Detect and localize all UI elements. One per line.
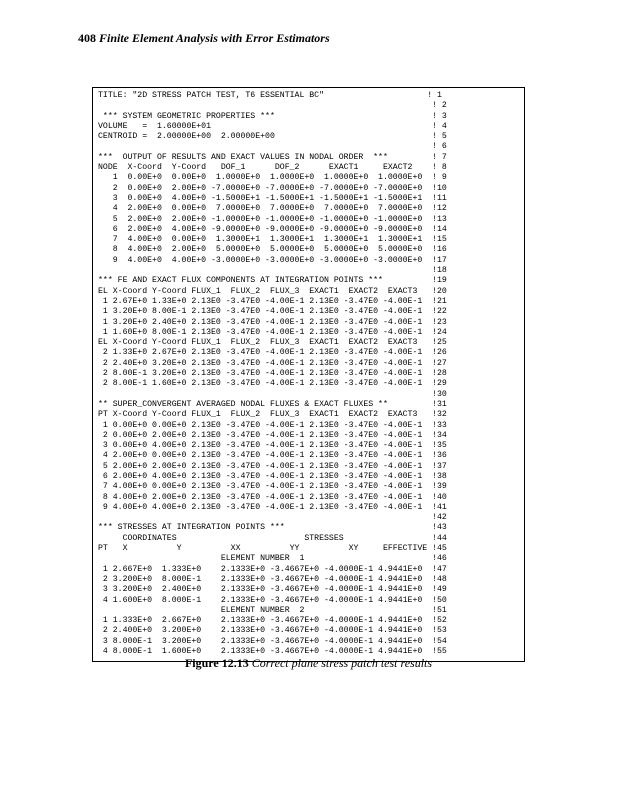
- book-title: Finite Element Analysis with Error Estimators: [99, 31, 330, 45]
- listing-line: [98, 225, 447, 235]
- listing-line-text: !30: [98, 389, 447, 399]
- listing-line-text: 5 2.00E+0 2.00E+0 2.13E0 -3.47E0 -4.00E-1 2.13E0 -3.47E0 -4.00E-1 !37: [98, 461, 447, 471]
- listing-line: [98, 153, 447, 163]
- listing-line-text: CENTROID = 2.00000E+00 2.00000E+00 ! 5: [98, 132, 447, 142]
- listing-line: [98, 390, 447, 400]
- listing-line-text: ! 2: [98, 101, 447, 111]
- listing-line: [98, 410, 447, 420]
- listing-line: [98, 606, 447, 616]
- listing-line-text: 6 2.00E+0 4.00E+0 -9.0000E+0 -9.0000E+0 -9.0000E+0 -9.0000E+0 !14: [98, 224, 447, 234]
- listing-line-text: *** OUTPUT OF RESULTS AND EXACT VALUES IN NODAL ORDER *** ! 7: [98, 152, 447, 162]
- listing-line: [98, 565, 447, 575]
- listing-line: [98, 122, 447, 132]
- listing-line-text: 2 0.00E+0 2.00E+0 2.13E0 -3.47E0 -4.00E-1 2.13E0 -3.47E0 -4.00E-1 !34: [98, 430, 447, 440]
- figure-caption-text: Correct plane stress patch test results: [251, 656, 433, 670]
- listing-line: [98, 421, 447, 431]
- listing-line-text: 7 4.00E+0 0.00E+0 1.3000E+1 1.3000E+1 1.3000E+1 1.3000E+1 !15: [98, 235, 447, 245]
- listing-line: [98, 235, 447, 245]
- listing-line-text: VOLUME = 1.60000E+01 ! 4: [98, 121, 447, 131]
- listing-line-text: ! 6: [98, 142, 447, 152]
- listing-line: [98, 369, 447, 379]
- listing-line: [98, 173, 447, 183]
- listing-line-text: 1 3.20E+0 8.00E-1 2.13E0 -3.47E0 -4.00E-1 2.13E0 -3.47E0 -4.00E-1 !22: [98, 307, 447, 317]
- listing-line: [98, 287, 447, 297]
- listing-line: [98, 297, 447, 307]
- listing-line: [98, 523, 447, 533]
- listing-line-text: EL X-Coord Y-Coord FLUX_1 FLUX_2 FLUX_3 EXACT1 EXACT2 EXACT3 !25: [98, 338, 447, 348]
- listing-line: [98, 534, 447, 544]
- listing-line-text: 2 8.00E-1 1.60E+0 2.13E0 -3.47E0 -4.00E-1 2.13E0 -3.47E0 -4.00E-1 !29: [98, 379, 447, 389]
- listing-line-text: 4 2.00E+0 0.00E+0 2.13E0 -3.47E0 -4.00E-1 2.13E0 -3.47E0 -4.00E-1 !36: [98, 451, 447, 461]
- listing-line: [98, 616, 447, 626]
- listing-line-text: 3 0.00E+0 4.00E+0 -1.5000E+1 -1.5000E+1 -1.5000E+1 -1.5000E+1 !11: [98, 193, 447, 203]
- listing-line-text: 3 0.00E+0 4.00E+0 2.13E0 -3.47E0 -4.00E-1 2.13E0 -3.47E0 -4.00E-1 !35: [98, 441, 447, 451]
- listing-line: [98, 379, 447, 389]
- listing-line-text: 4 1.600E+0 8.000E-1 2.1333E+0 -3.4667E+0 -4.0000E-1 4.9441E+0 !50: [98, 595, 447, 605]
- listing-line-text: 3 3.200E+0 2.400E+0 2.1333E+0 -3.4667E+0 -4.0000E-1 4.9441E+0 !49: [98, 585, 447, 595]
- listing-line: [98, 112, 447, 122]
- listing-line-text: ELEMENT NUMBER 2 !51: [98, 605, 447, 615]
- listing-line: [98, 451, 447, 461]
- listing-line-text: 8 4.00E+0 2.00E+0 5.0000E+0 5.0000E+0 5.0000E+0 5.0000E+0 !16: [98, 245, 447, 255]
- figure-caption: [0, 656, 617, 671]
- running-header: [78, 31, 330, 46]
- listing-line: [98, 348, 447, 358]
- listing-line-text: ELEMENT NUMBER 1 !46: [98, 554, 447, 564]
- listing-line-text: *** SYSTEM GEOMETRIC PROPERTIES *** ! 3: [98, 111, 447, 121]
- listing-line-text: PT X-Coord Y-Coord FLUX_1 FLUX_2 FLUX_3 EXACT1 EXACT2 EXACT3 !32: [98, 410, 447, 420]
- listing-line: [98, 493, 447, 503]
- listing-line-text: ** SUPER_CONVERGENT AVERAGED NODAL FLUXES & EXACT FLUXES ** !31: [98, 399, 447, 409]
- listing-line-text: 1 2.667E+0 1.333E+0 2.1333E+0 -3.4667E+0 -4.0000E-1 4.9441E+0 !47: [98, 564, 447, 574]
- listing-line-text: 1 2.67E+0 1.33E+0 2.13E0 -3.47E0 -4.00E-1 2.13E0 -3.47E0 -4.00E-1 !21: [98, 296, 447, 306]
- listing-line: [98, 204, 447, 214]
- listing-line: [98, 91, 447, 101]
- listing-line-text: 7 4.00E+0 0.00E+0 2.13E0 -3.47E0 -4.00E-1 2.13E0 -3.47E0 -4.00E-1 !39: [98, 482, 447, 492]
- listing-line: [98, 266, 447, 276]
- listing-line-text: 1 1.60E+0 8.00E-1 2.13E0 -3.47E0 -4.00E-1 2.13E0 -3.47E0 -4.00E-1 !24: [98, 327, 447, 337]
- listing-line-text: 2 0.00E+0 2.00E+0 -7.0000E+0 -7.0000E+0 -7.0000E+0 -7.0000E+0 !10: [98, 183, 447, 193]
- listing-line-text: 6 2.00E+0 4.00E+0 2.13E0 -3.47E0 -4.00E-1 2.13E0 -3.47E0 -4.00E-1 !38: [98, 471, 447, 481]
- listing-line-text: 2 3.200E+0 8.000E-1 2.1333E+0 -3.4667E+0 -4.0000E-1 4.9441E+0 !48: [98, 574, 447, 584]
- listing-line: [98, 596, 447, 606]
- listing-line: [98, 184, 447, 194]
- listing-line: [98, 142, 447, 152]
- listing-line: [98, 307, 447, 317]
- listing-line: [98, 132, 447, 142]
- listing-line: [98, 318, 447, 328]
- listing-line: [98, 215, 447, 225]
- listing-line-text: 4 2.00E+0 0.00E+0 7.0000E+0 7.0000E+0 7.0000E+0 7.0000E+0 !12: [98, 204, 447, 214]
- listing-line-text: 1 1.333E+0 2.667E+0 2.1333E+0 -3.4667E+0 -4.0000E-1 4.9441E+0 !52: [98, 616, 447, 626]
- listing-line-text: NODE X-Coord Y-Coord DOF_1 DOF_2 EXACT1 EXACT2 ! 8: [98, 163, 447, 173]
- listing-line-text: 1 3.20E+0 2.40E+0 2.13E0 -3.47E0 -4.00E-1 2.13E0 -3.47E0 -4.00E-1 !23: [98, 317, 447, 327]
- listing-line: [98, 482, 447, 492]
- listing-line: [98, 441, 447, 451]
- listing-line: [98, 462, 447, 472]
- listing-line-text: *** STRESSES AT INTEGRATION POINTS *** !43: [98, 523, 447, 533]
- listing-line-text: 2 2.400E+0 3.200E+0 2.1333E+0 -3.4667E+0 -4.0000E-1 4.9441E+0 !53: [98, 626, 447, 636]
- listing-line: [98, 513, 447, 523]
- listing-line: [98, 472, 447, 482]
- listing-line-text: !18: [98, 266, 447, 276]
- listing-line: [98, 194, 447, 204]
- listing-line-text: 2 2.40E+0 3.20E+0 2.13E0 -3.47E0 -4.00E-1 2.13E0 -3.47E0 -4.00E-1 !27: [98, 358, 447, 368]
- listing-line-text: 2 8.00E-1 3.20E+0 2.13E0 -3.47E0 -4.00E-1 2.13E0 -3.47E0 -4.00E-1 !28: [98, 369, 447, 379]
- listing-line: [98, 256, 447, 266]
- listing-line-text: 9 4.00E+0 4.00E+0 -3.0000E+0 -3.0000E+0 -3.0000E+0 -3.0000E+0 !17: [98, 255, 447, 265]
- listing-line: [98, 585, 447, 595]
- listing-line: [98, 503, 447, 513]
- output-listing: [98, 91, 447, 657]
- listing-line-text: !42: [98, 513, 447, 523]
- listing-line: [98, 554, 447, 564]
- listing-line: [98, 276, 447, 286]
- listing-line: [98, 245, 447, 255]
- listing-line: [98, 328, 447, 338]
- listing-line-text: 4 8.000E-1 1.600E+0 2.1333E+0 -3.4667E+0 -4.0000E-1 4.9441E+0 !55: [98, 647, 447, 657]
- listing-line: [98, 400, 447, 410]
- listing-line-text: PT X Y XX YY XY EFFECTIVE !45: [98, 544, 447, 554]
- listing-line-text: TITLE: "2D STRESS PATCH TEST, T6 ESSENTIAL BC" ! 1: [98, 91, 442, 100]
- listing-line: [98, 637, 447, 647]
- listing-line-text: 9 4.00E+0 4.00E+0 2.13E0 -3.47E0 -4.00E-1 2.13E0 -3.47E0 -4.00E-1 !41: [98, 502, 447, 512]
- listing-line: [98, 626, 447, 636]
- page-number: 408: [78, 31, 96, 45]
- listing-line: [98, 575, 447, 585]
- listing-line: [98, 359, 447, 369]
- listing-line-text: 3 8.000E-1 3.200E+0 2.1333E+0 -3.4667E+0 -4.0000E-1 4.9441E+0 !54: [98, 636, 447, 646]
- listing-line-text: 1 0.00E+0 0.00E+0 1.0000E+0 1.0000E+0 1.0000E+0 1.0000E+0 ! 9: [98, 173, 447, 183]
- listing-line-text: 2 1.33E+0 2.67E+0 2.13E0 -3.47E0 -4.00E-1 2.13E0 -3.47E0 -4.00E-1 !26: [98, 348, 447, 358]
- listing-line: [98, 163, 447, 173]
- listing-line: [98, 431, 447, 441]
- listing-line-text: COORDINATES STRESSES !44: [98, 533, 447, 543]
- figure-label: Figure 12.13: [184, 656, 249, 670]
- listing-line-text: 5 2.00E+0 2.00E+0 -1.0000E+0 -1.0000E+0 -1.0000E+0 -1.0000E+0 !13: [98, 214, 447, 224]
- listing-line-text: EL X-Coord Y-Coord FLUX_1 FLUX_2 FLUX_3 EXACT1 EXACT2 EXACT3 !20: [98, 286, 447, 296]
- listing-line-text: 1 0.00E+0 0.00E+0 2.13E0 -3.47E0 -4.00E-1 2.13E0 -3.47E0 -4.00E-1 !33: [98, 420, 447, 430]
- listing-line: [98, 544, 447, 554]
- listing-line: [98, 101, 447, 111]
- listing-line-text: *** FE AND EXACT FLUX COMPONENTS AT INTEGRATION POINTS *** !19: [98, 276, 447, 286]
- listing-line: [98, 338, 447, 348]
- listing-line-text: 8 4.00E+0 2.00E+0 2.13E0 -3.47E0 -4.00E-1 2.13E0 -3.47E0 -4.00E-1 !40: [98, 492, 447, 502]
